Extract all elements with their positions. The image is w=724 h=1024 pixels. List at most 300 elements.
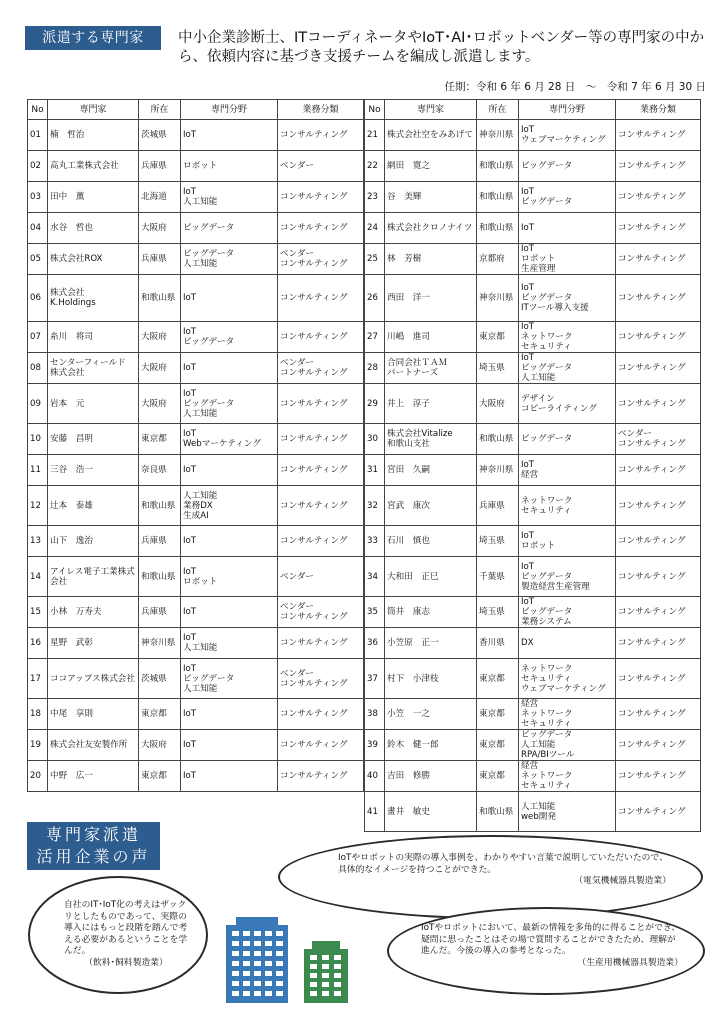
cell-field: IoT bbox=[181, 730, 278, 761]
window-shape bbox=[265, 951, 272, 956]
window-shape bbox=[254, 951, 261, 956]
table-row bbox=[28, 182, 364, 213]
window-shape bbox=[232, 981, 239, 986]
table-row bbox=[365, 659, 701, 699]
window-shape bbox=[310, 982, 317, 987]
window-shape bbox=[232, 931, 239, 936]
cell-expert: 株式会社Vitalize 和歌山支社 bbox=[385, 424, 477, 455]
cell-expert: 高丸工業株式会社 bbox=[48, 151, 139, 182]
cell-category: コンサルティング bbox=[278, 213, 364, 244]
window-shape bbox=[322, 982, 329, 987]
cell-field: IoT Webマーケティング bbox=[181, 424, 278, 455]
cell-location: 大阪府 bbox=[139, 384, 181, 424]
cell-location: 東京都 bbox=[139, 761, 181, 792]
cell-category: コンサルティング bbox=[616, 557, 701, 597]
cell-location: 和歌山県 bbox=[139, 557, 181, 597]
cell-category: コンサルティング bbox=[616, 275, 701, 322]
cell-field: IoT 人工知能 bbox=[181, 628, 278, 659]
table-row bbox=[365, 455, 701, 486]
cell-no: 08 bbox=[28, 353, 48, 384]
table-row bbox=[365, 151, 701, 182]
experts-table-right bbox=[364, 99, 701, 832]
window-shape bbox=[334, 973, 341, 978]
cell-category: コンサルティング bbox=[616, 151, 701, 182]
window-shape bbox=[334, 964, 341, 969]
table-row bbox=[365, 213, 701, 244]
cell-field: IoT bbox=[519, 213, 616, 244]
cell-no: 36 bbox=[365, 628, 385, 659]
cell-expert: 株式会社友安製作所 bbox=[48, 730, 139, 761]
cell-location: 和歌山県 bbox=[139, 275, 181, 322]
cell-location: 東京都 bbox=[139, 424, 181, 455]
cell-location: 神奈川県 bbox=[139, 628, 181, 659]
window-shape bbox=[265, 961, 272, 966]
cell-expert: 石川 慎也 bbox=[385, 526, 477, 557]
window-shape bbox=[254, 941, 261, 946]
cell-category: コンサルティング bbox=[616, 120, 701, 151]
voice-1-text: IoTやロボットの実際の導入事例を、わかりやすい言葉で説明していただいたので、具体的なイメージを持つことができた。 bbox=[338, 853, 668, 875]
table-row bbox=[365, 486, 701, 526]
col-header-category: 業務分類 bbox=[616, 100, 701, 120]
window-shape bbox=[265, 941, 272, 946]
cell-field: ビッグデータ bbox=[519, 151, 616, 182]
window-shape bbox=[232, 951, 239, 956]
cell-expert: 大和田 正巳 bbox=[385, 557, 477, 597]
cell-expert: 宮武 康次 bbox=[385, 486, 477, 526]
cell-no: 28 bbox=[365, 353, 385, 384]
section-badge-experts: 派遣する専門家 bbox=[25, 26, 161, 50]
cell-field: ビッグデータ 人工知能 RPA/BIツール bbox=[519, 730, 616, 761]
cell-location: 埼玉県 bbox=[477, 526, 519, 557]
cell-no: 30 bbox=[365, 424, 385, 455]
window-shape bbox=[265, 981, 272, 986]
table-row bbox=[365, 384, 701, 424]
cell-no: 17 bbox=[28, 659, 48, 699]
cell-expert: 合同会社ＴＡＭ パートナーズ bbox=[385, 353, 477, 384]
cell-no: 03 bbox=[28, 182, 48, 213]
cell-no: 32 bbox=[365, 486, 385, 526]
cell-field: ビッグデータ 人工知能 bbox=[181, 244, 278, 275]
cell-expert: 宮田 久嗣 bbox=[385, 455, 477, 486]
cell-field: IoT ロボット bbox=[519, 526, 616, 557]
cell-location: 兵庫県 bbox=[139, 526, 181, 557]
window-shape bbox=[276, 941, 283, 946]
cell-location: 埼玉県 bbox=[477, 597, 519, 628]
cell-no: 34 bbox=[365, 557, 385, 597]
window-shape bbox=[276, 951, 283, 956]
cell-no: 20 bbox=[28, 761, 48, 792]
cell-no: 12 bbox=[28, 486, 48, 526]
cell-category: ベンダー コンサルティング bbox=[278, 659, 364, 699]
cell-expert: 小笠 一之 bbox=[385, 699, 477, 730]
cell-no: 24 bbox=[365, 213, 385, 244]
cell-category: コンサルティング bbox=[616, 761, 701, 792]
table-row bbox=[365, 730, 701, 761]
section-badge-voices: 専門家派遣 活用企業の声 bbox=[27, 822, 160, 870]
window-shape bbox=[254, 931, 261, 936]
cell-no: 04 bbox=[28, 213, 48, 244]
window-shape bbox=[322, 955, 329, 960]
table-row bbox=[28, 455, 364, 486]
window-shape bbox=[276, 971, 283, 976]
cell-no: 35 bbox=[365, 597, 385, 628]
window-shape bbox=[265, 991, 272, 996]
cell-expert: 楠 哲治 bbox=[48, 120, 139, 151]
cell-category: コンサルティング bbox=[616, 322, 701, 353]
window-shape bbox=[310, 973, 317, 978]
cell-category: コンサルティング bbox=[616, 244, 701, 275]
col-header-expert: 専門家 bbox=[385, 100, 477, 120]
table-row bbox=[28, 597, 364, 628]
cell-expert: 網田 寛之 bbox=[385, 151, 477, 182]
cell-no: 13 bbox=[28, 526, 48, 557]
table-row bbox=[28, 486, 364, 526]
green-building-icon bbox=[304, 941, 348, 1003]
cell-category: コンサルティング bbox=[278, 120, 364, 151]
cell-field: ネットワーク セキュリティ ウェブマーケティング bbox=[519, 659, 616, 699]
cell-no: 07 bbox=[28, 322, 48, 353]
cell-location: 東京都 bbox=[477, 761, 519, 792]
window-shape bbox=[334, 982, 341, 987]
table-row bbox=[28, 322, 364, 353]
cell-no: 14 bbox=[28, 557, 48, 597]
cell-expert: 田中 薫 bbox=[48, 182, 139, 213]
cell-field: IoT ビッグデータ 人工知能 bbox=[519, 353, 616, 384]
cell-location: 神奈川県 bbox=[477, 455, 519, 486]
cell-category: コンサルティング bbox=[278, 761, 364, 792]
cell-no: 25 bbox=[365, 244, 385, 275]
cell-location: 東京都 bbox=[477, 322, 519, 353]
cell-field: IoT bbox=[181, 353, 278, 384]
cell-expert: 筒井 康志 bbox=[385, 597, 477, 628]
table-row bbox=[365, 353, 701, 384]
cell-field: IoT 人工知能 bbox=[181, 182, 278, 213]
window-shape bbox=[254, 991, 261, 996]
cell-field: IoT bbox=[181, 761, 278, 792]
cell-no: 02 bbox=[28, 151, 48, 182]
cell-location: 東京都 bbox=[477, 730, 519, 761]
cell-location: 大阪府 bbox=[477, 384, 519, 424]
cell-expert: 株式会社クロノナイツ bbox=[385, 213, 477, 244]
cell-field: IoT ビッグデータ ITツール導入支援 bbox=[519, 275, 616, 322]
cell-location: 兵庫県 bbox=[139, 244, 181, 275]
cell-expert: 株式会社 K.Holdings bbox=[48, 275, 139, 322]
cell-field: IoT ビッグデータ bbox=[181, 322, 278, 353]
table-row bbox=[365, 557, 701, 597]
cell-no: 29 bbox=[365, 384, 385, 424]
cell-expert: 小笠原 正一 bbox=[385, 628, 477, 659]
cell-expert: 山下 逸治 bbox=[48, 526, 139, 557]
cell-no: 39 bbox=[365, 730, 385, 761]
cell-no: 18 bbox=[28, 699, 48, 730]
cell-no: 37 bbox=[365, 659, 385, 699]
cell-category: コンサルティング bbox=[278, 486, 364, 526]
cell-field: IoT bbox=[181, 120, 278, 151]
window-shape bbox=[276, 981, 283, 986]
table-row bbox=[28, 353, 364, 384]
table-row bbox=[365, 597, 701, 628]
cell-location: 東京都 bbox=[139, 699, 181, 730]
cell-location: 和歌山県 bbox=[477, 792, 519, 832]
window-shape bbox=[276, 961, 283, 966]
cell-field: IoT ネットワーク セキュリティ bbox=[519, 322, 616, 353]
cell-location: 兵庫県 bbox=[139, 597, 181, 628]
cell-no: 21 bbox=[365, 120, 385, 151]
cell-category: コンサルティング bbox=[616, 659, 701, 699]
cell-expert: 三谷 浩一 bbox=[48, 455, 139, 486]
cell-field: DX bbox=[519, 628, 616, 659]
cell-category: コンサルティング bbox=[278, 424, 364, 455]
cell-category: ベンダー コンサルティング bbox=[278, 597, 364, 628]
cell-field: ビッグデータ bbox=[519, 424, 616, 455]
voice-1-source: （電気機械器具製造業） bbox=[574, 876, 671, 886]
cell-no: 22 bbox=[365, 151, 385, 182]
cell-category: コンサルティング bbox=[616, 628, 701, 659]
col-header-field: 専門分野 bbox=[181, 100, 278, 120]
voice-3-source: （飲料･飼料製造業） bbox=[84, 957, 168, 968]
cell-category: コンサルティング bbox=[616, 213, 701, 244]
cell-field: IoT bbox=[181, 699, 278, 730]
table-row bbox=[365, 792, 701, 832]
cell-location: 兵庫県 bbox=[139, 151, 181, 182]
cell-category: コンサルティング bbox=[278, 275, 364, 322]
cell-field: IoT ウェブマーケティング bbox=[519, 120, 616, 151]
table-row bbox=[28, 730, 364, 761]
cell-field: IoT 経営 bbox=[519, 455, 616, 486]
cell-no: 26 bbox=[365, 275, 385, 322]
cell-field: 人工知能 業務DX 生成AI bbox=[181, 486, 278, 526]
table-row bbox=[365, 182, 701, 213]
table-row bbox=[365, 628, 701, 659]
cell-expert: 畫井 敏史 bbox=[385, 792, 477, 832]
cell-field: ロボット bbox=[181, 151, 278, 182]
table-row bbox=[28, 275, 364, 322]
cell-category: ベンダー コンサルティング bbox=[278, 353, 364, 384]
voice-bubble-2 bbox=[387, 907, 705, 995]
window-shape bbox=[232, 961, 239, 966]
cell-category: コンサルティング bbox=[616, 182, 701, 213]
cell-location: 大阪府 bbox=[139, 322, 181, 353]
voice-2-text: IoTやロボットにおいて、最新の情報を多角的に得ることができ、疑問に思ったことはその場で質問することができたため、理解が進んだ。今後の導入の参考となった。 bbox=[421, 923, 681, 956]
window-shape bbox=[232, 991, 239, 996]
cell-category: コンサルティング bbox=[278, 322, 364, 353]
cell-category: コンサルティング bbox=[616, 486, 701, 526]
buildings-illustration bbox=[222, 917, 352, 1003]
cell-category: コンサルティング bbox=[616, 353, 701, 384]
table-row bbox=[28, 699, 364, 730]
col-header-no: No bbox=[365, 100, 385, 120]
window-shape bbox=[254, 981, 261, 986]
cell-expert: 水谷 哲也 bbox=[48, 213, 139, 244]
cell-expert: 小林 万寿夫 bbox=[48, 597, 139, 628]
cell-category: コンサルティング bbox=[616, 792, 701, 832]
cell-no: 15 bbox=[28, 597, 48, 628]
voice-bubble-1 bbox=[278, 835, 703, 919]
table-row bbox=[28, 761, 364, 792]
table-row bbox=[28, 213, 364, 244]
cell-field: IoT ビッグデータ 製造経営生産管理 bbox=[519, 557, 616, 597]
cell-category: コンサルティング bbox=[278, 628, 364, 659]
cell-no: 09 bbox=[28, 384, 48, 424]
cell-category: コンサルティング bbox=[616, 597, 701, 628]
table-row bbox=[28, 120, 364, 151]
cell-expert: 星野 武彰 bbox=[48, 628, 139, 659]
cell-field: IoT ビッグデータ 人工知能 bbox=[181, 384, 278, 424]
table-row bbox=[365, 424, 701, 455]
window-shape bbox=[243, 961, 250, 966]
cell-category: コンサルティング bbox=[278, 699, 364, 730]
cell-expert: 糸川 将司 bbox=[48, 322, 139, 353]
voice-bubble-3 bbox=[28, 876, 208, 994]
window-shape bbox=[265, 971, 272, 976]
cell-category: ベンダー bbox=[278, 557, 364, 597]
table-row bbox=[365, 322, 701, 353]
experts-table-left bbox=[27, 99, 364, 792]
cell-location: 和歌山県 bbox=[477, 424, 519, 455]
table-row bbox=[28, 384, 364, 424]
cell-expert: 岩本 元 bbox=[48, 384, 139, 424]
table-row bbox=[28, 659, 364, 699]
window-shape bbox=[243, 951, 250, 956]
cell-no: 05 bbox=[28, 244, 48, 275]
window-shape bbox=[310, 955, 317, 960]
cell-location: 香川県 bbox=[477, 628, 519, 659]
window-shape bbox=[254, 961, 261, 966]
table-row bbox=[365, 761, 701, 792]
cell-field: デザイン コピーライティング bbox=[519, 384, 616, 424]
window-shape bbox=[232, 941, 239, 946]
window-shape bbox=[243, 941, 250, 946]
cell-field: 経営 ネットワーク セキュリティ bbox=[519, 699, 616, 730]
cell-expert: 安藤 昌明 bbox=[48, 424, 139, 455]
window-shape bbox=[322, 973, 329, 978]
blue-building-icon bbox=[226, 917, 288, 1003]
cell-expert: 井上 淳子 bbox=[385, 384, 477, 424]
cell-category: ベンダー コンサルティング bbox=[278, 244, 364, 275]
cell-expert: センターフィールド 株式会社 bbox=[48, 353, 139, 384]
cell-expert: ココアップス株式会社 bbox=[48, 659, 139, 699]
window-shape bbox=[276, 991, 283, 996]
window-shape bbox=[322, 991, 329, 996]
cell-category: コンサルティング bbox=[278, 730, 364, 761]
col-header-expert: 専門家 bbox=[48, 100, 139, 120]
cell-field: ネットワーク セキュリティ bbox=[519, 486, 616, 526]
cell-field: IoT bbox=[181, 597, 278, 628]
cell-field: IoT ロボット bbox=[181, 557, 278, 597]
table-row bbox=[365, 120, 701, 151]
cell-location: 和歌山県 bbox=[477, 151, 519, 182]
cell-no: 38 bbox=[365, 699, 385, 730]
cell-no: 16 bbox=[28, 628, 48, 659]
cell-no: 40 bbox=[365, 761, 385, 792]
cell-no: 41 bbox=[365, 792, 385, 832]
cell-location: 大阪府 bbox=[139, 353, 181, 384]
cell-category: コンサルティング bbox=[278, 526, 364, 557]
cell-location: 埼玉県 bbox=[477, 353, 519, 384]
cell-field: IoT bbox=[181, 275, 278, 322]
window-shape bbox=[254, 971, 261, 976]
cell-location: 東京都 bbox=[477, 659, 519, 699]
window-shape bbox=[265, 931, 272, 936]
col-header-category: 業務分類 bbox=[278, 100, 364, 120]
cell-field: IoT ロボット 生産管理 bbox=[519, 244, 616, 275]
cell-location: 東京都 bbox=[477, 699, 519, 730]
window-shape bbox=[310, 964, 317, 969]
cell-location: 茨城県 bbox=[139, 120, 181, 151]
window-shape bbox=[232, 971, 239, 976]
window-shape bbox=[310, 991, 317, 996]
cell-expert: 辻本 泰雄 bbox=[48, 486, 139, 526]
cell-expert: 林 芳樹 bbox=[385, 244, 477, 275]
table-row bbox=[365, 275, 701, 322]
window-shape bbox=[322, 964, 329, 969]
window-shape bbox=[334, 991, 341, 996]
cell-no: 33 bbox=[365, 526, 385, 557]
cell-location: 北海道 bbox=[139, 182, 181, 213]
voice-3-text: 自社のIT･IoT化の考えはザックリとしたものであって、実際の導入にはもっと段階を踏んで考える必要があるということを学んだ。 bbox=[64, 900, 188, 956]
window-shape bbox=[243, 931, 250, 936]
cell-location: 和歌山県 bbox=[139, 486, 181, 526]
cell-no: 01 bbox=[28, 120, 48, 151]
table-row bbox=[365, 699, 701, 730]
cell-expert: 株式会社ROX bbox=[48, 244, 139, 275]
col-header-field: 専門分野 bbox=[519, 100, 616, 120]
cell-category: コンサルティング bbox=[616, 526, 701, 557]
cell-location: 神奈川県 bbox=[477, 120, 519, 151]
window-shape bbox=[243, 971, 250, 976]
cell-location: 京都府 bbox=[477, 244, 519, 275]
window-shape bbox=[243, 991, 250, 996]
cell-expert: 谷 美輝 bbox=[385, 182, 477, 213]
cell-no: 11 bbox=[28, 455, 48, 486]
cell-location: 和歌山県 bbox=[477, 213, 519, 244]
cell-expert: 吉田 修勝 bbox=[385, 761, 477, 792]
cell-category: ベンダー コンサルティング bbox=[616, 424, 701, 455]
col-header-location: 所在 bbox=[139, 100, 181, 120]
cell-no: 31 bbox=[365, 455, 385, 486]
cell-no: 27 bbox=[365, 322, 385, 353]
cell-field: 経営 ネットワーク セキュリティ bbox=[519, 761, 616, 792]
window-shape bbox=[243, 981, 250, 986]
cell-field: IoT ビッグデータ bbox=[519, 182, 616, 213]
table-row bbox=[28, 526, 364, 557]
voice-2-source: （生産用機械器具製造業） bbox=[577, 957, 683, 968]
cell-expert: 株式会社空をみあげて bbox=[385, 120, 477, 151]
cell-location: 兵庫県 bbox=[477, 486, 519, 526]
table-row bbox=[28, 557, 364, 597]
cell-location: 奈良県 bbox=[139, 455, 181, 486]
cell-category: コンサルティング bbox=[616, 455, 701, 486]
table-row bbox=[365, 244, 701, 275]
intro-text: 中小企業診断士、ITコーディネータやIoT･AI･ロボットベンダー等の専門家の中から、依頼内容に基づき支援チームを編成し派遣します。 bbox=[178, 30, 705, 65]
cell-field: IoT ビッグデータ 業務システム bbox=[519, 597, 616, 628]
cell-location: 大阪府 bbox=[139, 213, 181, 244]
window-shape bbox=[334, 955, 341, 960]
cell-field: 人工知能 web開発 bbox=[519, 792, 616, 832]
cell-expert: 川嶋 進司 bbox=[385, 322, 477, 353]
cell-location: 神奈川県 bbox=[477, 275, 519, 322]
col-header-no: No bbox=[28, 100, 48, 120]
cell-expert: アイレス電子工業株式 会社 bbox=[48, 557, 139, 597]
cell-category: コンサルティング bbox=[616, 699, 701, 730]
cell-expert: 中野 広一 bbox=[48, 761, 139, 792]
cell-category: コンサルティング bbox=[616, 730, 701, 761]
table-row bbox=[28, 424, 364, 455]
col-header-location: 所在 bbox=[477, 100, 519, 120]
cell-location: 大阪府 bbox=[139, 730, 181, 761]
cell-category: ベンダー bbox=[278, 151, 364, 182]
cell-field: IoT ビッグデータ 人工知能 bbox=[181, 659, 278, 699]
